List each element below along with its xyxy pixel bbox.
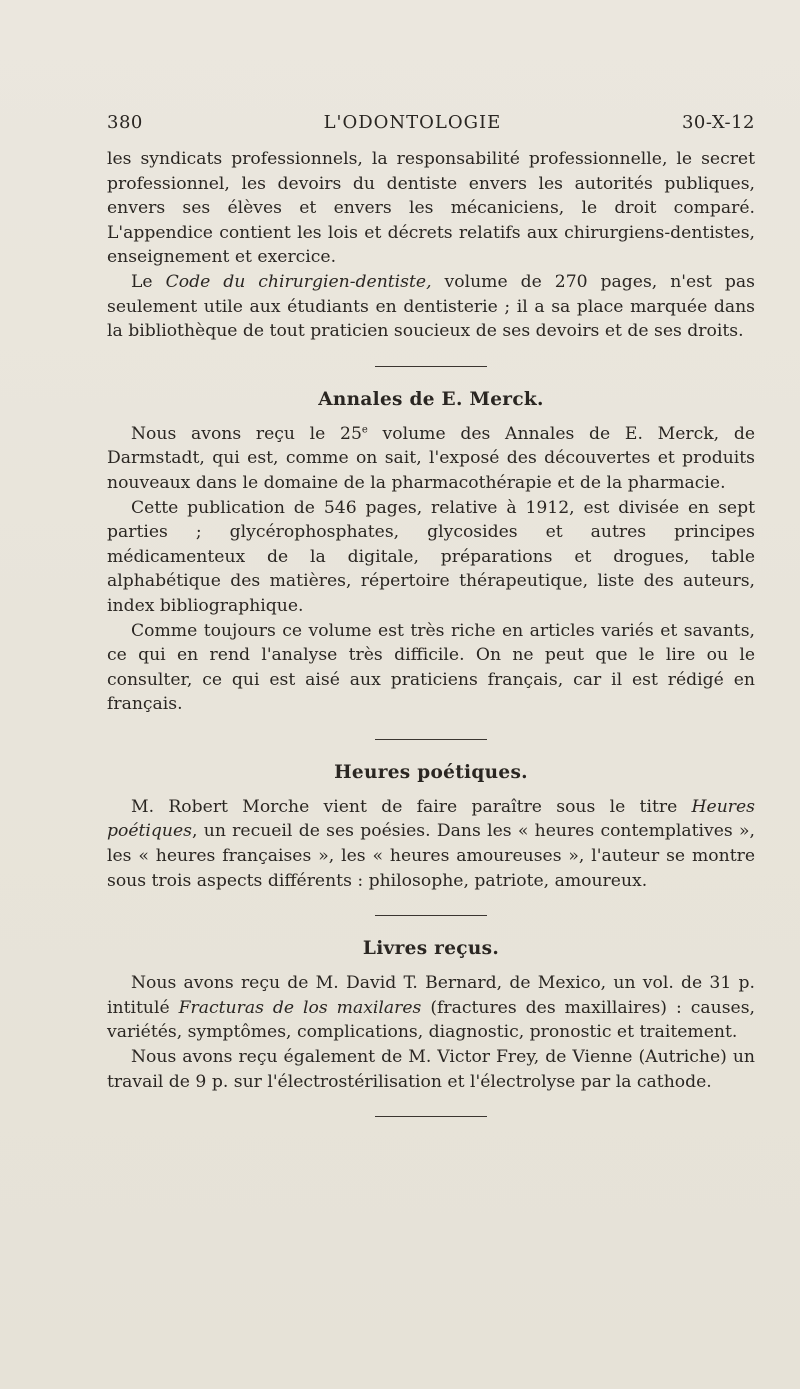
issue-date: 30-X-12	[681, 112, 755, 133]
running-header	[107, 112, 755, 133]
merck-paragraph-1	[107, 422, 755, 496]
merck-paragraph-2: Cette publication de 546 pages, relative à 1912, est divisée en sept parties ; glycérophosphates, glycosides et autres principes médicamenteux de la digitale, préparations et drogues, table alphabétique des matières, répertoire thérapeutique, liste des auteurs, index bibliographique.	[107, 497, 755, 616]
section-heading-merck: Annales de E. Merck.	[318, 388, 544, 410]
page-number: 380	[107, 112, 143, 133]
merck-paragraph-3: Comme toujours ce volume est très riche en articles variés et savants, ce qui en rend l'analyse très difficile. On ne peut que le lire ou le consulter, ce qui est aisé aux praticiens français, car il est rédigé en français.	[107, 620, 755, 715]
section-divider	[375, 1116, 487, 1117]
text-run: volume de 270 pages, n'est pas seulement utile aux étudiants en dentisterie ; il a sa place marquée dans la bibliothèque de tout praticien soucieux de ses devoirs et de ses droits.	[107, 271, 755, 342]
text-run: Nous avons reçu le 25	[131, 423, 362, 444]
section-divider	[375, 915, 487, 916]
heures-paragraph-1	[107, 795, 755, 893]
text-run: Nous avons reçu de M. David T. Bernard, de Mexico, un vol. de 31 p. intitulé	[107, 973, 755, 1018]
book-title-italic: Fracturas de los maxilares	[178, 997, 422, 1018]
text-run: volume des Annales de E. Merck, de Darmstadt, qui est, comme on sait, l'exposé des découvertes et produits nouveaux dans le domaine de la pharmacothérapie et de la pharmacie.	[107, 423, 756, 493]
book-title-italic: Code du chirurgien-dentiste,	[165, 271, 432, 292]
book-title-italic: Heures poétiques	[107, 796, 755, 842]
continuation-paragraph-2	[107, 270, 755, 344]
text-run: (fractures des maxillaires) : causes, variétés, symptômes, complications, diagnostic, pronostic et traitement.	[107, 997, 755, 1043]
continuation-paragraph-1: les syndicats professionnels, la responsabilité professionnelle, le secret professionnel, les devoirs du dentiste envers les autorités publiques, envers ses élèves et envers les mécaniciens, le droit comparé. L'appendice contient les lois et décrets relatifs aux chirurgiens-dentistes, enseignement et exercice.	[107, 149, 755, 268]
ordinal-superscript: e	[361, 424, 368, 436]
text-run: M. Robert Morche vient de faire paraître sous le titre	[131, 796, 692, 817]
section-divider	[375, 739, 487, 740]
livres-paragraph-1	[107, 971, 755, 1045]
section-divider	[375, 366, 487, 367]
text-run: Le	[131, 271, 166, 292]
livres-paragraph-2: Nous avons reçu également de M. Victor Frey, de Vienne (Autriche) un travail de 9 p. sur l'électrostérilisation et l'électrolyse par la cathode.	[107, 1047, 755, 1092]
section-heading-heures: Heures poétiques.	[334, 761, 528, 783]
text-run: , un recueil de ses poésies. Dans les « heures contemplatives », les « heures françaises », les « heures amoureuses », l'auteur se montre sous trois aspects différents : philosophe, patriote, amoureux.	[107, 821, 755, 891]
journal-title: L'ODONTOLOGIE	[323, 112, 502, 133]
page-content	[107, 112, 755, 1117]
section-heading-livres: Livres reçus.	[362, 938, 500, 960]
